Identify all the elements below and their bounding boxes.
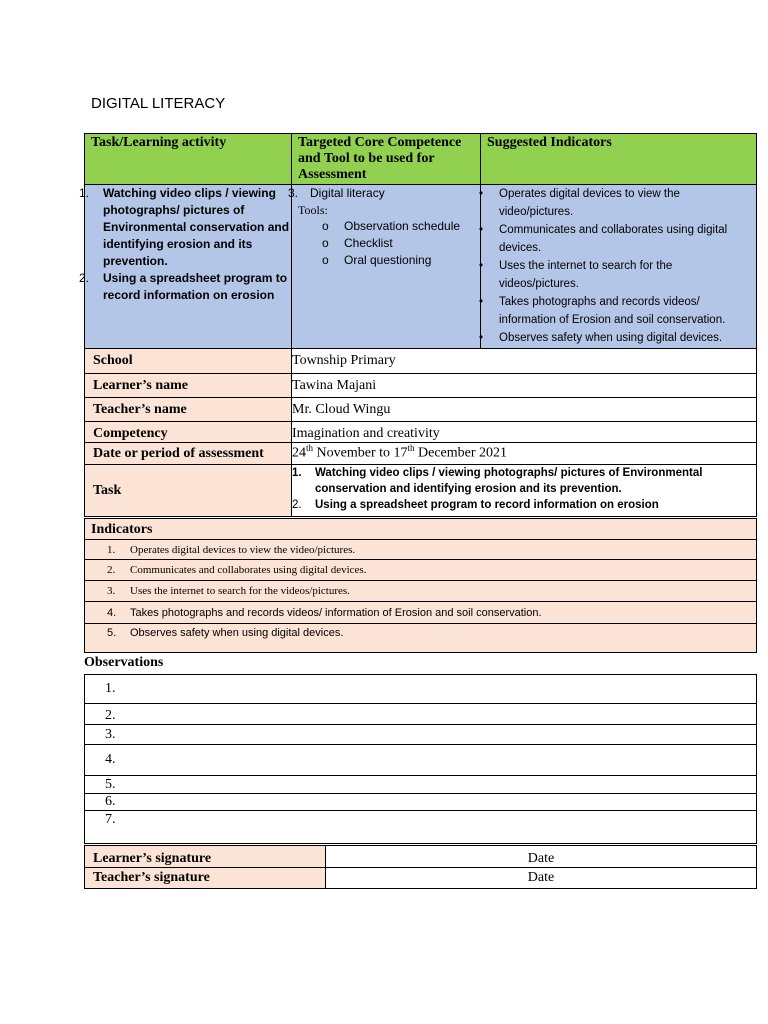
tool-item: o Observation schedule (322, 219, 461, 233)
list-number: 1. (292, 467, 302, 479)
header-competence: Targeted Core Competence and Tool to be used for Assessment (292, 134, 481, 185)
task-text: Using a spreadsheet program to record information on erosion (103, 271, 288, 302)
school-value: Township Primary (292, 349, 757, 374)
observation-row: 3. (85, 725, 757, 745)
learner-label: Learner’s name (85, 374, 292, 398)
observation-row: 2. (85, 704, 757, 725)
competence-item (288, 185, 480, 202)
list-item: 2. Using a spreadsheet program to record information on erosion (292, 499, 659, 511)
activity-table (79, 133, 757, 349)
list-item (79, 185, 291, 270)
observations-label: Observations (84, 655, 164, 670)
teacher-signature-date: Date (326, 868, 757, 889)
school-label: School (85, 349, 292, 374)
info-row-teacher (85, 398, 757, 422)
teacher-value: Mr. Cloud Wingu (292, 398, 757, 422)
observation-row: 7. (85, 811, 757, 844)
date-label: Date or period of assessment (85, 443, 292, 465)
activity-header-row (85, 134, 757, 185)
header-task: Task/Learning activity (85, 134, 292, 185)
list-item: • Operates digital devices to view the video/pictures. (499, 185, 748, 221)
observation-row: 6. (85, 794, 757, 811)
learner-signature-label: Learner’s signature (85, 846, 326, 868)
indicators-header-row (85, 519, 757, 540)
task-list (79, 185, 291, 304)
circle-bullet-icon: o (322, 253, 329, 267)
list-item: • Observes safety when using digital devices. (499, 329, 748, 347)
circle-bullet-icon: o (322, 236, 329, 250)
indicators-label: Indicators (85, 519, 757, 540)
teacher-signature-label: Teacher’s signature (85, 868, 326, 889)
indicator-row: 4. Takes photographs and records videos/ information of Erosion and soil conservation. (85, 602, 757, 624)
info-row-competency (85, 422, 757, 443)
info-row-learner (85, 374, 757, 398)
competency-label: Competency (85, 422, 292, 443)
learner-value: Tawina Majani (292, 374, 757, 398)
info-table (84, 348, 757, 517)
activity-body-row (85, 185, 757, 349)
competence-text: Digital literacy (310, 186, 385, 200)
list-number: 1. (79, 186, 90, 200)
bullet-icon: • (479, 260, 484, 272)
list-item: • Communicates and collaborates using digital devices. (499, 221, 748, 257)
task-label: Task (85, 465, 292, 517)
indicators-table (84, 518, 757, 653)
indicator-row: 3. Uses the internet to search for the videos/pictures. (85, 581, 757, 602)
list-item (79, 270, 291, 304)
tools-list (292, 218, 480, 269)
tool-item: o Checklist (322, 236, 393, 250)
list-number: 2. (292, 499, 302, 511)
indicator-row: 5. Observes safety when using digital devices. (85, 624, 757, 653)
observation-row: 1. (85, 675, 757, 704)
observation-row: 5. (85, 776, 757, 794)
competence-cell (288, 185, 484, 349)
page-title: DIGITAL LITERACY (91, 95, 226, 112)
list-number: 3. (288, 186, 299, 200)
task-value (292, 465, 757, 517)
tool-item: o Oral questioning (322, 253, 432, 267)
bullet-icon: • (479, 296, 484, 308)
indicator-row: 2. Communicates and collaborates using digital devices. (85, 560, 757, 581)
indicator-list (479, 185, 748, 347)
learner-signature-date: Date (326, 846, 757, 868)
list-number: 1. (107, 543, 116, 556)
info-row-task (85, 465, 757, 517)
date-value: 24th November to 17th December 2021 (292, 443, 757, 465)
list-number: 4. (107, 606, 117, 619)
header-indicators: Suggested Indicators (481, 134, 757, 185)
list-number: 2. (79, 271, 90, 285)
observation-row: 4. (85, 745, 757, 776)
observations-table (84, 674, 757, 844)
teacher-label: Teacher’s name (85, 398, 292, 422)
list-number: 2. (107, 564, 116, 576)
competency-value: Imagination and creativity (292, 422, 757, 443)
tools-label: Tools: (298, 203, 328, 217)
task-cell (79, 185, 292, 349)
signature-row-learner (85, 846, 757, 868)
circle-bullet-icon: o (322, 219, 329, 233)
info-row-school (85, 349, 757, 374)
signature-table (84, 845, 757, 889)
task-text: Watching video clips / viewing photographs/ pictures of Environmental conservation and identifying erosion and its prevention. (103, 186, 290, 268)
list-number: 3. (107, 585, 116, 597)
signature-row-teacher (85, 868, 757, 889)
list-item: • Uses the internet to search for the videos/pictures. (499, 257, 748, 293)
list-item: • Takes photographs and records videos/ information of Erosion and soil conservation. (499, 293, 748, 329)
list-number: 5. (107, 627, 117, 639)
indicators-cell (481, 185, 757, 349)
bullet-icon: • (479, 332, 484, 344)
list-item: 1. Watching video clips / viewing photographs/ pictures of Environmental conservation and identifying erosion and its prevention. (292, 467, 703, 495)
bullet-icon: • (479, 188, 484, 200)
bullet-icon: • (479, 224, 484, 236)
info-row-date (85, 443, 757, 465)
indicator-row: 1. Operates digital devices to view the video/pictures. (85, 540, 757, 560)
